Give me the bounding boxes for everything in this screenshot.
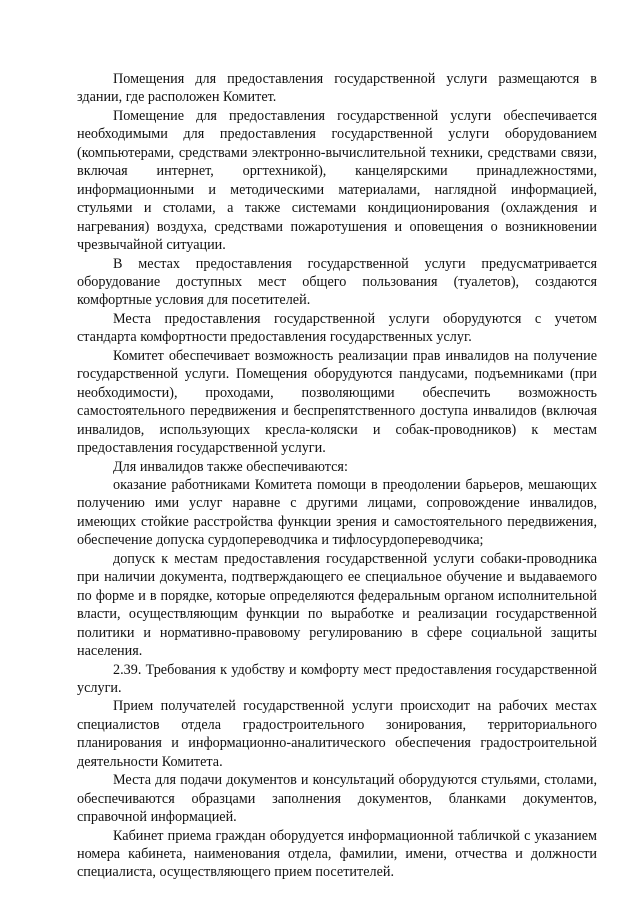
list-item: оказание работниками Комитета помощи в преодолении барьеров, мешающих получению ими услуг наравне с другими лицами, сопровождение инвалидов, имеющих стойкие расстройства функции зрения и самостоятельного передвижения, обеспечение допуска сурдопереводчика и тифлосурдопереводчика; xyxy=(77,476,597,549)
paragraph: Помещение для предоставления государственной услуги обеспечивается необходимыми для предоставления государственной услуги оборудованием (компьютерами, средствами электронно-вычислительной техники, средствами связи, включая интернет, оргтехникой), канцелярскими принадлежностями, информационными и методическими материалами, наглядной информацией, стульями и столами, а также системами кондиционирования (охлаждения и нагревания) воздуха, средствами пожаротушения и оповещения о возникновении чрезвычайной ситуации. xyxy=(77,107,597,254)
paragraph: Места предоставления государственной услуги оборудуются с учетом стандарта комфортности предоставления государственных услуг. xyxy=(77,310,597,346)
list-item: допуск к местам предоставления государственной услуги собаки-проводника при наличии документа, подтверждающего ее специальное обучение и выдаваемого по форме и в порядке, которые определяются федеральным органом исполнительной власти, осуществляющим функции по выработке и реализации государственной политики и нормативно-правовому регулированию в сфере социальной защиты населения. xyxy=(77,550,597,660)
document-page xyxy=(77,70,597,882)
paragraph: Прием получателей государственной услуги происходит на рабочих местах специалистов отдела градостроительного зонирования, территориального планирования и информационно-аналитического обеспечения градостроительной деятельности Комитета. xyxy=(77,698,597,770)
paragraph: Кабинет приема граждан оборудуется информационной табличкой с указанием номера кабинета, наименования отдела, фамилии, имени, отчества и должности специалиста, осуществляющего прием посетителей. xyxy=(77,827,597,881)
paragraph: Комитет обеспечивает возможность реализации прав инвалидов на получение государственной услуги. Помещения оборудуются пандусами, подъемниками (при необходимости), проходами, позволяющими обеспечить возможность самостоятельного передвижения и беспрепятственного доступа инвалидов (включая инвалидов, использующих кресла-коляски и собак-проводников) к местам предоставления государственной услуги. xyxy=(77,347,597,457)
paragraph: Для инвалидов также обеспечиваются: xyxy=(113,458,348,475)
section-heading: 2.39. Требования к удобству и комфорту мест предоставления государственной услуги. xyxy=(77,661,597,696)
paragraph: В местах предоставления государственной услуги предусматривается оборудование доступных мест общего пользования (туалетов), создаются комфортные условия для посетителей. xyxy=(77,255,597,309)
paragraph: Места для подачи документов и консультаций оборудуются стульями, столами, обеспечиваются образцами заполнения документов, бланками документов, справочной информацией. xyxy=(77,772,597,826)
paragraph: Помещения для предоставления государственной услуги размещаются в здании, где расположен Комитет. xyxy=(77,71,597,106)
